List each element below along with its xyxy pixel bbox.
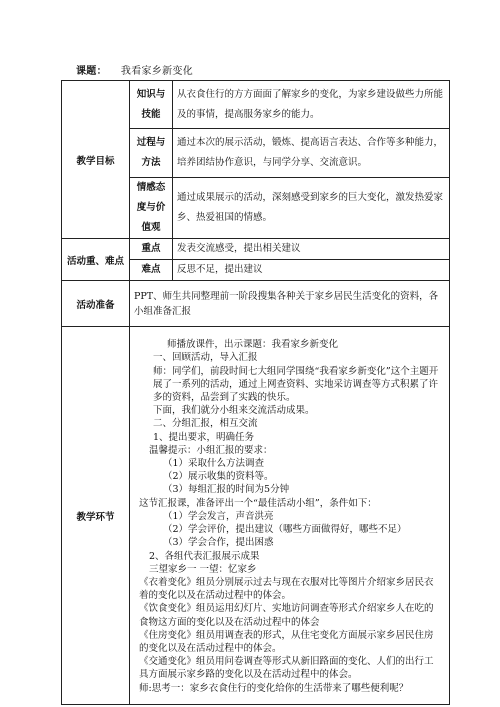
process-line: 这节汇报课，准备评出一个“最佳活动小组”，条件如下：: [139, 497, 377, 509]
objective-label: 过程与方法: [130, 129, 173, 178]
lesson-title-label: 课题：: [76, 66, 107, 77]
lesson-plan-table: [61, 80, 450, 705]
process-line: （2）学会评价，提出建议（哪些方面做得好，哪些不足）: [163, 524, 407, 536]
process-content: [130, 327, 450, 705]
objective-text: 通过本次的展示活动，锻炼、提高语言表达、合作等多种能力，培养团结协作意识，与同学分享、交流意识。: [173, 129, 450, 178]
section-objectives: 教学目标: [62, 81, 130, 239]
process-line: 下面，我们就分小组来交流活动成果。: [153, 405, 315, 417]
objective-text: 从衣食住行的方方面面了解家乡的变化，为家乡建设做些力所能及的事情，提高服务家乡的能力。: [173, 81, 450, 129]
objective-row: [62, 81, 450, 129]
objective-label: 知识与技能: [130, 81, 173, 129]
process-line: （3）每组汇报的时间为5分钟: [163, 484, 290, 496]
process-line: （1）学会发言，声音洪亮: [163, 510, 274, 522]
process-row: [62, 327, 450, 705]
process-line: 《住房变化》组员用调查表的形式，从住宅变化方面展示家乡居民住房的变化以及在活动过程中的体会。: [139, 629, 434, 654]
hard-point-text: 反思不足，提出建议: [173, 260, 450, 281]
process-line: 2、各组代表汇报展示成果: [149, 550, 260, 562]
process-line: 一、回顾活动，导入汇报: [153, 352, 258, 364]
process-line: 三望家乡一 一望：忆家乡: [149, 563, 257, 575]
focus-row: [62, 239, 450, 260]
lesson-title-value: 我看家乡新变化: [120, 66, 194, 77]
process-line: 《衣着变化》组员分别展示过去与现在衣服对比等图片介绍家乡居民衣着的变化以及在活动过程中的体会。: [139, 576, 434, 602]
process-line: 1、提出要求，明确任务: [153, 431, 255, 443]
process-line: （1）采取什么方法调查: [163, 458, 265, 470]
process-line: 师播放课件，出示课题：我看家乡新变化: [167, 339, 339, 351]
process-line: 《交通变化》组员用问卷调查等形式从新旧路面的变化、人们的出行工具方面展示家乡路的变化以及在活动过程中的体会。: [139, 656, 434, 681]
objective-text: 通过成果展示的活动，深刻感受到家乡的巨大变化，激发热爱家乡、热爱祖国的情感。: [173, 178, 450, 239]
key-point-text: 发表交流感受，提出相关建议: [173, 239, 450, 260]
process-line: 温馨提示：小组汇报的要求：: [149, 444, 273, 456]
process-line: 师:思考一：家乡衣食住行的变化给你的生活带来了哪些便利呢？: [139, 682, 409, 694]
lesson-title: [76, 62, 193, 77]
objective-label: 情感态度与价值观: [130, 178, 173, 239]
section-process: 教学环节: [62, 327, 130, 705]
section-focus: 活动重、难点: [62, 239, 130, 281]
prep-text: PPT、师生共同整理前一阶段搜集各种关于家乡居民生活变化的资料，各小组准备汇报: [130, 281, 450, 327]
section-prep: 活动准备: [62, 281, 130, 327]
process-line: 《饮食变化》组员运用幻灯片、实地访问调查等形式介绍家乡人在吃的食物这方面的变化以及在活动过程中的体会: [139, 603, 434, 628]
key-point-label: 重点: [130, 239, 173, 260]
process-line: 二、分组汇报，相互交流: [153, 418, 258, 430]
process-line: （3）学会合作，提出困惑: [163, 537, 274, 549]
process-line: （2）展示收集的资料等。: [163, 471, 274, 483]
process-line: 师：同学们，前段时间七大组同学围绕“我看家乡新变化”这个主题开展了一系列的活动，通过上网查资料、实地采访调查等方式积累了许多的资料，品尝到了实践的快乐。: [153, 365, 439, 404]
hard-point-label: 难点: [130, 260, 173, 281]
prep-row: [62, 281, 450, 327]
